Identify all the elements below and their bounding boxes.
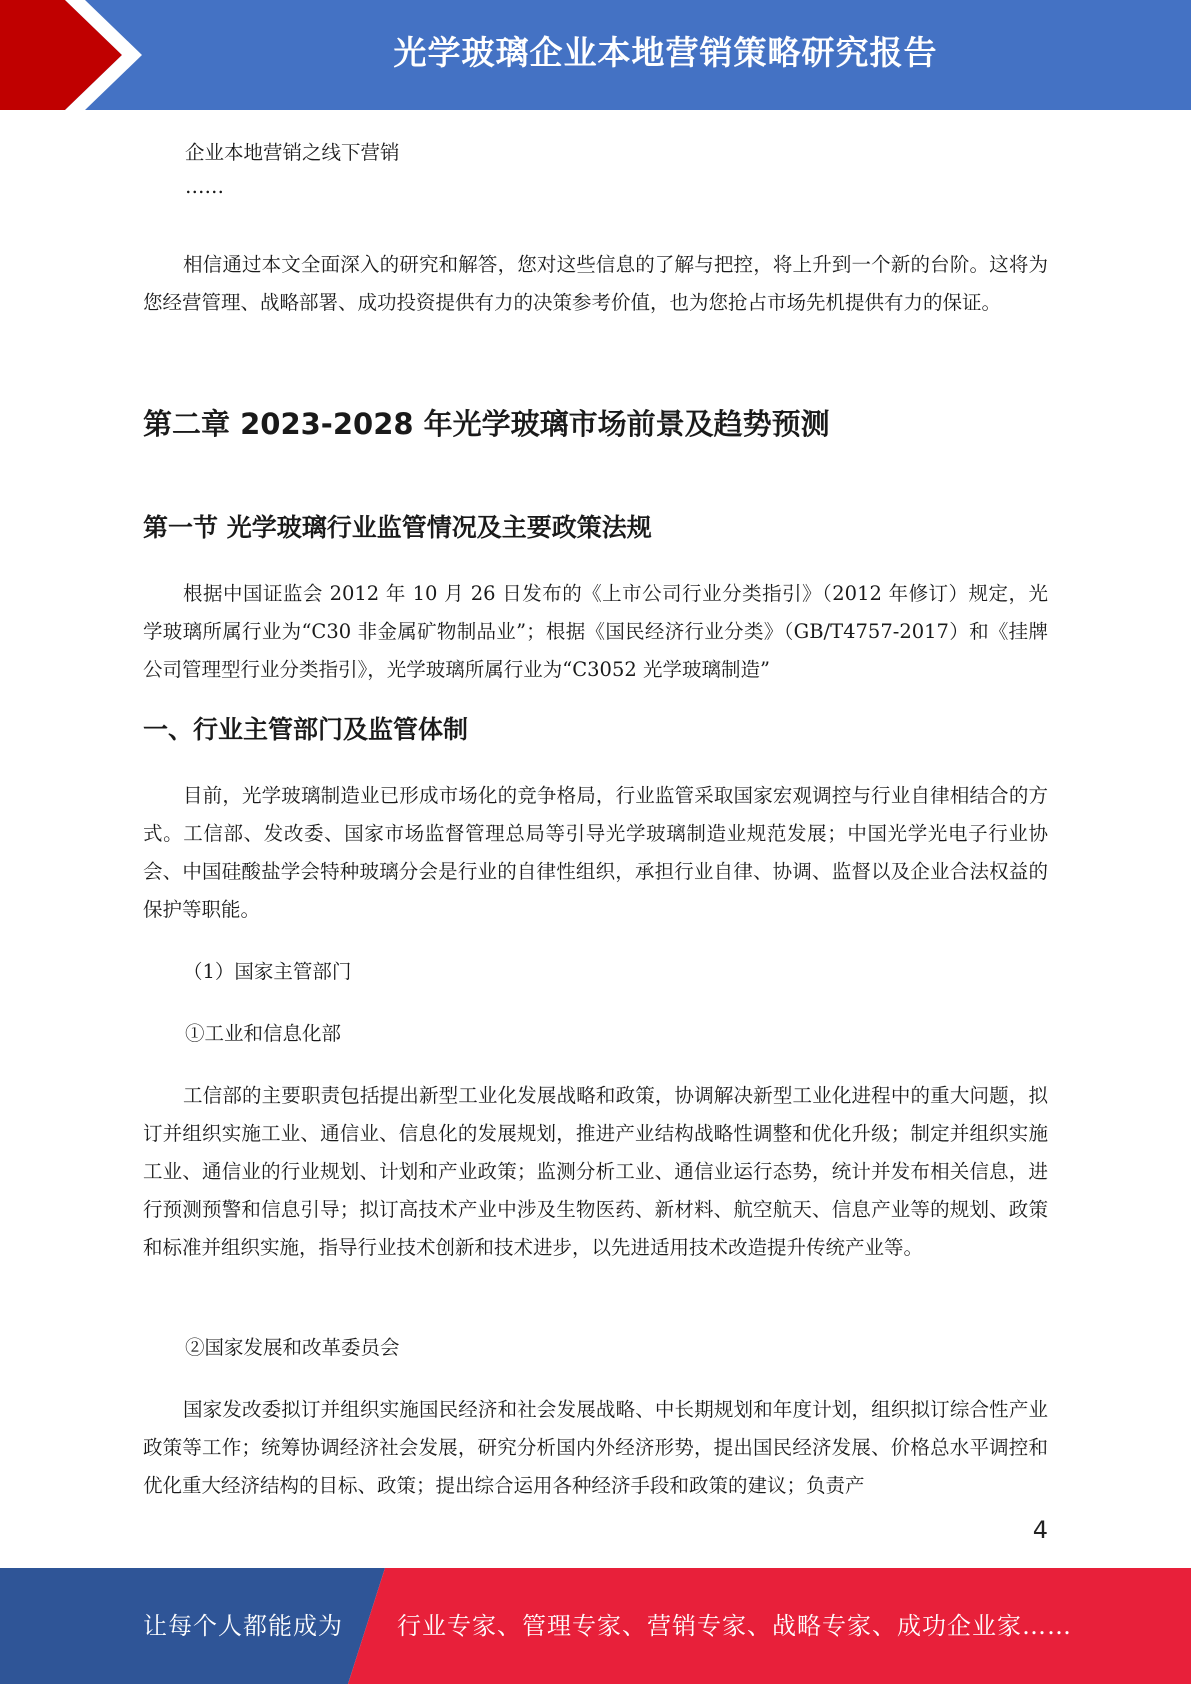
chevron-logo-icon [0, 0, 160, 110]
footer-slogan-left: 让每个人都能成为 [143, 1612, 343, 1640]
miit-heading: ①工业和信息化部 [185, 1022, 342, 1045]
regulation-paragraph: 目前，光学玻璃制造业已形成市场化的竞争格局，行业监管采取国家宏观调控与行业自律相结合的方式。工信部、发改委、国家市场监督管理总局等引导光学玻璃制造业规范发展；中国光学光电子行业协会、中国硅酸盐学会特种玻璃分会是行业的自律性组织，承担行业自律、协调、监督以及企业合法权益的保护等职能。 [143, 784, 1048, 921]
chapter-title: 第二章 2023-2028 年光学玻璃市场前景及趋势预测 [143, 407, 830, 441]
national-authority-heading: （1）国家主管部门 [183, 960, 352, 983]
page-footer [0, 1568, 1191, 1684]
toc-item: 企业本地营销之线下营销 [185, 141, 400, 164]
page-number: 4 [1032, 1516, 1048, 1544]
ndrc-paragraph: 国家发改委拟订并组织实施国民经济和社会发展战略、中长期规划和年度计划，组织拟订综合性产业政策等工作；统筹协调经济社会发展，研究分析国内外经济形势，提出国民经济发展、价格总水平调控和优化重大经济结构的目标、政策；提出综合运用各种经济手段和政策的建议；负责产 [143, 1398, 1048, 1497]
footer-slogan-right: 行业专家、管理专家、营销专家、战略专家、成功企业家…… [397, 1612, 1072, 1640]
toc-ellipsis: …… [185, 175, 224, 198]
section-title: 第一节 光学玻璃行业监管情况及主要政策法规 [143, 513, 652, 542]
subsection-title: 一、行业主管部门及监管体制 [143, 715, 469, 744]
section-paragraph: 根据中国证监会 2012 年 10 月 26 日发布的《上市公司行业分类指引》（2012 年修订）规定，光学玻璃所属行业为“C30 非金属矿物制品业”；根据《国民经济行业分类》（GB/T4757-2017）和《挂牌公司管理型行业分类指引》，光学玻璃所属行业为“C3052 光学玻璃制造” [143, 582, 1048, 681]
report-title: 光学玻璃企业本地营销策略研究报告 [393, 33, 938, 72]
intro-paragraph: 相信通过本文全面深入的研究和解答，您对这些信息的了解与把控，将上升到一个新的台阶。这将为您经营管理、战略部署、成功投资提供有力的决策参考价值，也为您抢占市场先机提供有力的保证。 [143, 253, 1048, 314]
page-header [0, 0, 1191, 110]
miit-paragraph: 工信部的主要职责包括提出新型工业化发展战略和政策，协调解决新型工业化进程中的重大问题，拟订并组织实施工业、通信业、信息化的发展规划，推进产业结构战略性调整和优化升级；制定并组织实施工业、通信业的行业规划、计划和产业政策；监测分析工业、通信业运行态势，统计并发布相关信息，进行预测预警和信息引导；拟订高技术产业中涉及生物医药、新材料、航空航天、信息产业等的规划、政策和标准并组织实施，指导行业技术创新和技术进步，以先进适用技术改造提升传统产业等。 [143, 1084, 1048, 1259]
ndrc-heading: ②国家发展和改革委员会 [185, 1336, 400, 1359]
